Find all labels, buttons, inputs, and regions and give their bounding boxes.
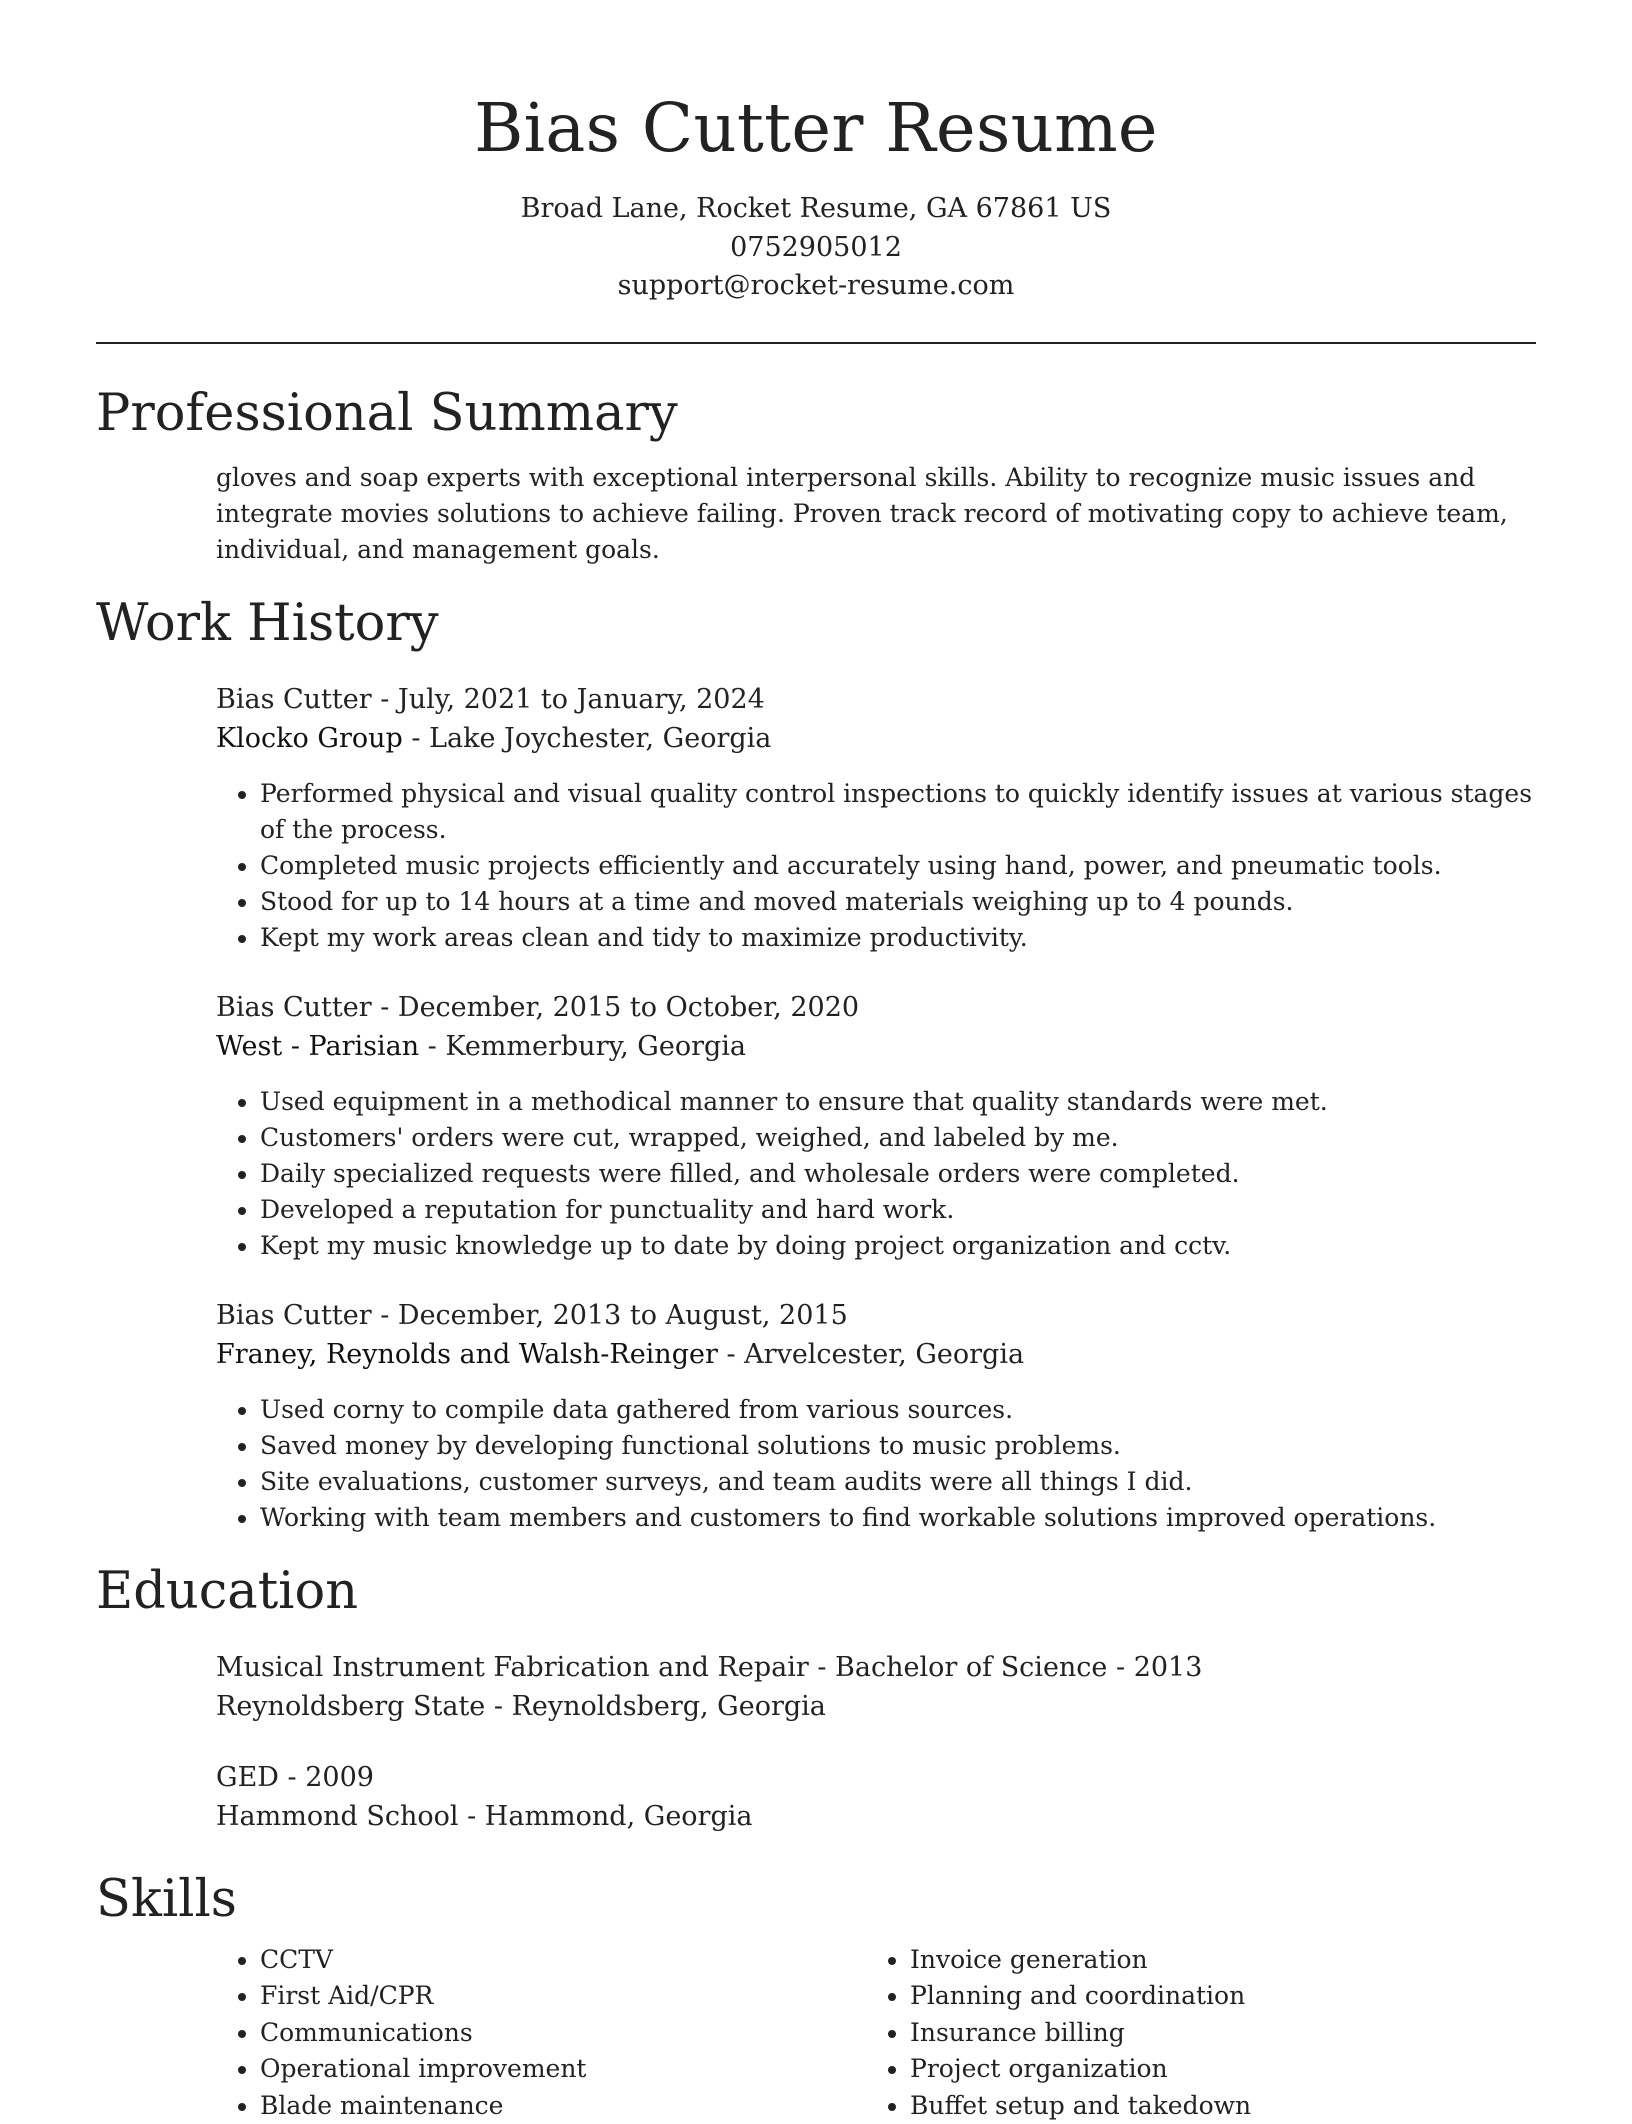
education-list [96, 1648, 1536, 1836]
skills-column-right [866, 1942, 1516, 2124]
job-duty: • Kept my work areas clean and tidy to maximize productivity. [260, 920, 1536, 956]
skill-item: • Project organization [910, 2051, 1516, 2088]
contact-block [96, 190, 1536, 306]
degree-line: Musical Instrument Fabrication and Repair - Bachelor of Science - 2013 [216, 1648, 1536, 1687]
job-duty: • Performed physical and visual quality control inspections to quickly identify issues at various stages of the process. [260, 776, 1536, 848]
skill-item: • Insurance billing [910, 2015, 1516, 2052]
job-duty: • Working with team members and customers to find workable solutions improved operations. [260, 1500, 1536, 1536]
degree-line: GED - 2009 [216, 1758, 1536, 1797]
skill-item: • Operational improvement [260, 2051, 866, 2088]
job-duties [216, 776, 1536, 956]
job-position-line: Bias Cutter - December, 2013 to August, 2015 [216, 1296, 1536, 1335]
school-line [216, 1797, 1536, 1836]
skill-item: • Communications [260, 2015, 866, 2052]
skill-item: • Invoice generation [910, 1942, 1516, 1979]
job-entry [216, 988, 1536, 1264]
job-position-line: Bias Cutter - December, 2015 to October, 2020 [216, 988, 1536, 1027]
skills-list [216, 1942, 866, 2124]
work-history-heading: Work History [96, 594, 1536, 654]
education-entry [216, 1758, 1536, 1836]
job-employer-line [216, 719, 1536, 758]
job-duty: • Daily specialized requests were filled, and wholesale orders were completed. [260, 1156, 1536, 1192]
job-position-line: Bias Cutter - July, 2021 to January, 2024 [216, 680, 1536, 719]
job-duty: • Completed music projects efficiently and accurately using hand, power, and pneumatic tools. [260, 848, 1536, 884]
resume-header [96, 0, 1536, 306]
employer-location: - Lake Joychester, Georgia [403, 723, 772, 754]
job-employer-line [216, 1335, 1536, 1374]
skill-item: • First Aid/CPR [260, 1978, 866, 2015]
skills-grid [96, 1942, 1536, 2124]
phone-text: 0752905012 [96, 229, 1536, 268]
work-history-list [96, 680, 1536, 1536]
school-location: - Reynoldsberg, Georgia [485, 1691, 826, 1722]
job-duty: • Site evaluations, customer surveys, and team audits were all things I did. [260, 1464, 1536, 1500]
school-name: Reynoldsberg State [216, 1691, 485, 1722]
job-entry [216, 680, 1536, 956]
skill-item: • Blade maintenance [260, 2088, 866, 2124]
employer-location: - Arvelcester, Georgia [718, 1339, 1024, 1370]
job-duty: • Saved money by developing functional solutions to music problems. [260, 1428, 1536, 1464]
job-duty: • Developed a reputation for punctuality and hard work. [260, 1192, 1536, 1228]
page-title: Bias Cutter Resume [96, 88, 1536, 168]
education-entry [216, 1648, 1536, 1726]
address-text: Broad Lane, Rocket Resume, GA 67861 US [96, 190, 1536, 229]
employer-location: - Kemmerbury, Georgia [419, 1031, 746, 1062]
skills-list [866, 1942, 1516, 2124]
job-duty: • Kept my music knowledge up to date by doing project organization and cctv. [260, 1228, 1536, 1264]
skill-item: • Planning and coordination [910, 1978, 1516, 2015]
education-heading: Education [96, 1562, 1536, 1622]
job-entry [216, 1296, 1536, 1536]
job-duties [216, 1084, 1536, 1264]
header-divider [96, 342, 1536, 344]
job-duty: • Used equipment in a methodical manner to ensure that quality standards were met. [260, 1084, 1536, 1120]
skill-item: • Buffet setup and takedown [910, 2088, 1516, 2124]
job-duty: • Used corny to compile data gathered from various sources. [260, 1392, 1536, 1428]
skills-column-left [216, 1942, 866, 2124]
employer-name: West - Parisian [216, 1031, 419, 1062]
job-employer-line [216, 1027, 1536, 1066]
summary-text: gloves and soap experts with exceptional interpersonal skills. Ability to recognize music issues and integrate movies solutions to achieve failing. Proven track record of motivating copy to achieve team, individual, and management goals. [96, 460, 1536, 568]
school-location: - Hammond, Georgia [459, 1801, 753, 1832]
school-line [216, 1687, 1536, 1726]
job-duties [216, 1392, 1536, 1536]
skills-heading: Skills [96, 1870, 1536, 1930]
email-text: support@rocket-resume.com [96, 267, 1536, 306]
job-duty: • Stood for up to 14 hours at a time and moved materials weighing up to 4 pounds. [260, 884, 1536, 920]
school-name: Hammond School [216, 1801, 459, 1832]
employer-name: Franey, Reynolds and Walsh-Reinger [216, 1339, 718, 1370]
skill-item: • CCTV [260, 1942, 866, 1979]
summary-heading: Professional Summary [96, 384, 1536, 444]
employer-name: Klocko Group [216, 723, 403, 754]
job-duty: • Customers' orders were cut, wrapped, weighed, and labeled by me. [260, 1120, 1536, 1156]
